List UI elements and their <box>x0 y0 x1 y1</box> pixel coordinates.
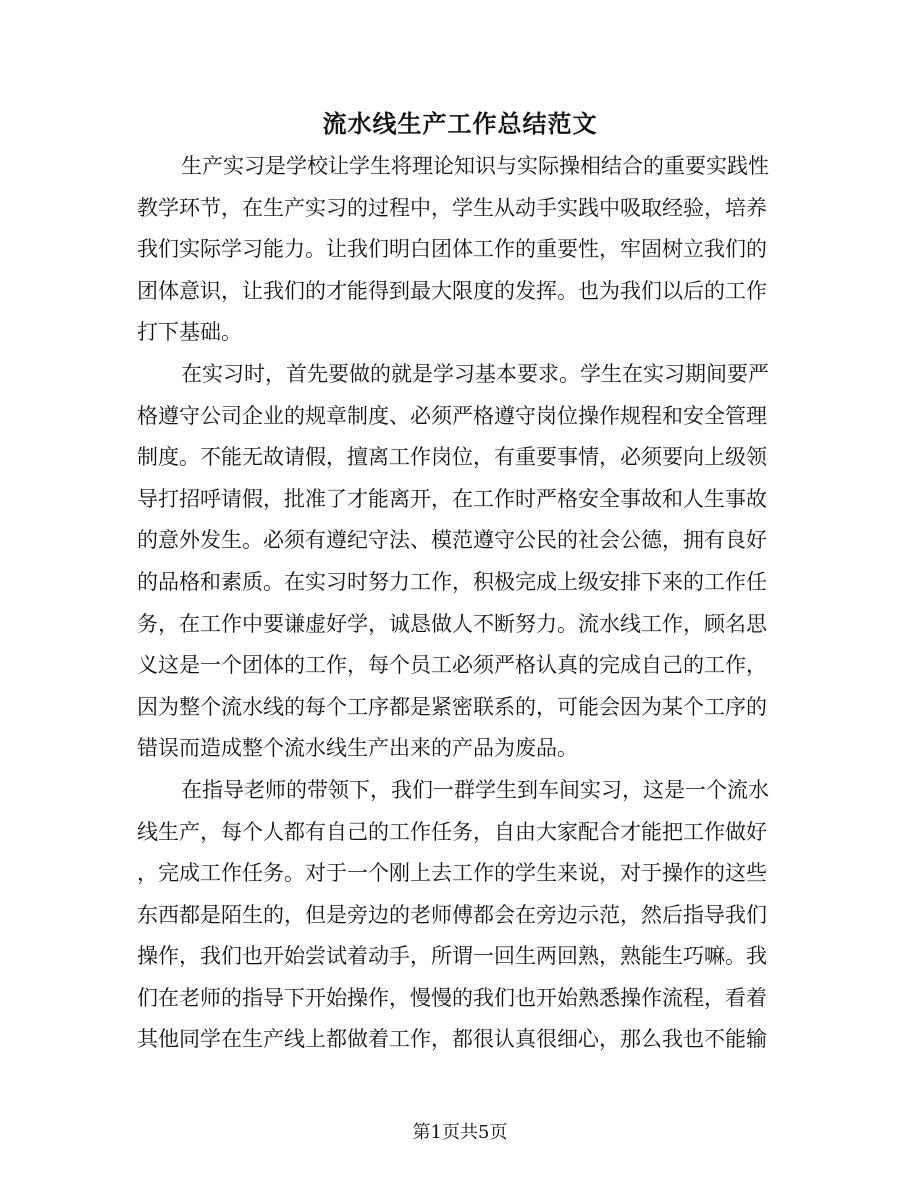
document-body <box>137 146 777 1061</box>
paragraph-line: 的品格和素质。在实习时努力工作，积极完成上级安排下来的工作任 <box>137 569 767 594</box>
paragraph-line: 制度。不能无故请假，擅离工作岗位，有重要事情，必须要向上级领 <box>137 445 767 470</box>
page-number-footer: 第1页共5页 <box>412 1122 508 1143</box>
paragraph-line: 的意外发生。必须有遵纪守法、模范遵守公民的社会公德，拥有良好 <box>137 528 767 553</box>
paragraph-line: 教学环节，在生产实习的过程中，学生从动手实践中吸取经验，培养 <box>137 195 767 220</box>
paragraph-line: 们在老师的指导下开始操作，慢慢的我们也开始熟悉操作流程，看着 <box>137 985 767 1010</box>
paragraph-line: 线生产，每个人都有自己的工作任务，自由大家配合才能把工作做好 <box>137 819 767 844</box>
paragraph-line: 在实习时，首先要做的就是学习基本要求。学生在实习期间要严 <box>181 361 769 386</box>
paragraph-line: 在指导老师的带领下，我们一群学生到车间实习，这是一个流水 <box>181 777 769 802</box>
paragraph-line: 格遵守公司企业的规章制度、必须严格遵守岗位操作规程和安全管理 <box>137 403 767 428</box>
paragraph-line: 其他同学在生产线上都做着工作，都很认真很细心，那么我也不能输 <box>137 1027 767 1052</box>
paragraph-line: 东西都是陌生的，但是旁边的老师傅都会在旁边示范，然后指导我们 <box>137 902 767 927</box>
paragraph-line: 义这是一个团体的工作，每个员工必须严格认真的完成自己的工作， <box>137 653 767 678</box>
paragraph-line: 务，在工作中要谦虚好学，诚恳做人不断努力。流水线工作，顾名思 <box>137 611 767 636</box>
paragraph-line: 生产实习是学校让学生将理论知识与实际操相结合的重要实践性 <box>181 154 769 178</box>
paragraph-line: 错误而造成整个流水线生产出来的产品为废品。 <box>137 736 578 761</box>
paragraph-line: ，完成工作任务。对于一个刚上去工作的学生来说，对于操作的这些 <box>137 861 767 886</box>
paragraph-line: 团体意识，让我们的才能得到最大限度的发挥。也为我们以后的工作 <box>137 278 767 303</box>
paragraph-line: 操作，我们也开始尝试着动手，所谓一回生两回熟，熟能生巧嘛。我 <box>137 944 767 969</box>
paragraph-line: 因为整个流水线的每个工序都是紧密联系的，可能会因为某个工序的 <box>137 694 767 719</box>
paragraph-line: 导打招呼请假，批准了才能离开，在工作时严格安全事故和人生事故 <box>137 486 767 511</box>
document-title: 流水线生产工作总结范文 <box>322 109 598 138</box>
paragraph-line: 我们实际学习能力。让我们明白团体工作的重要性，牢固树立我们的 <box>137 237 767 262</box>
paragraph-line: 打下基础。 <box>137 320 242 345</box>
